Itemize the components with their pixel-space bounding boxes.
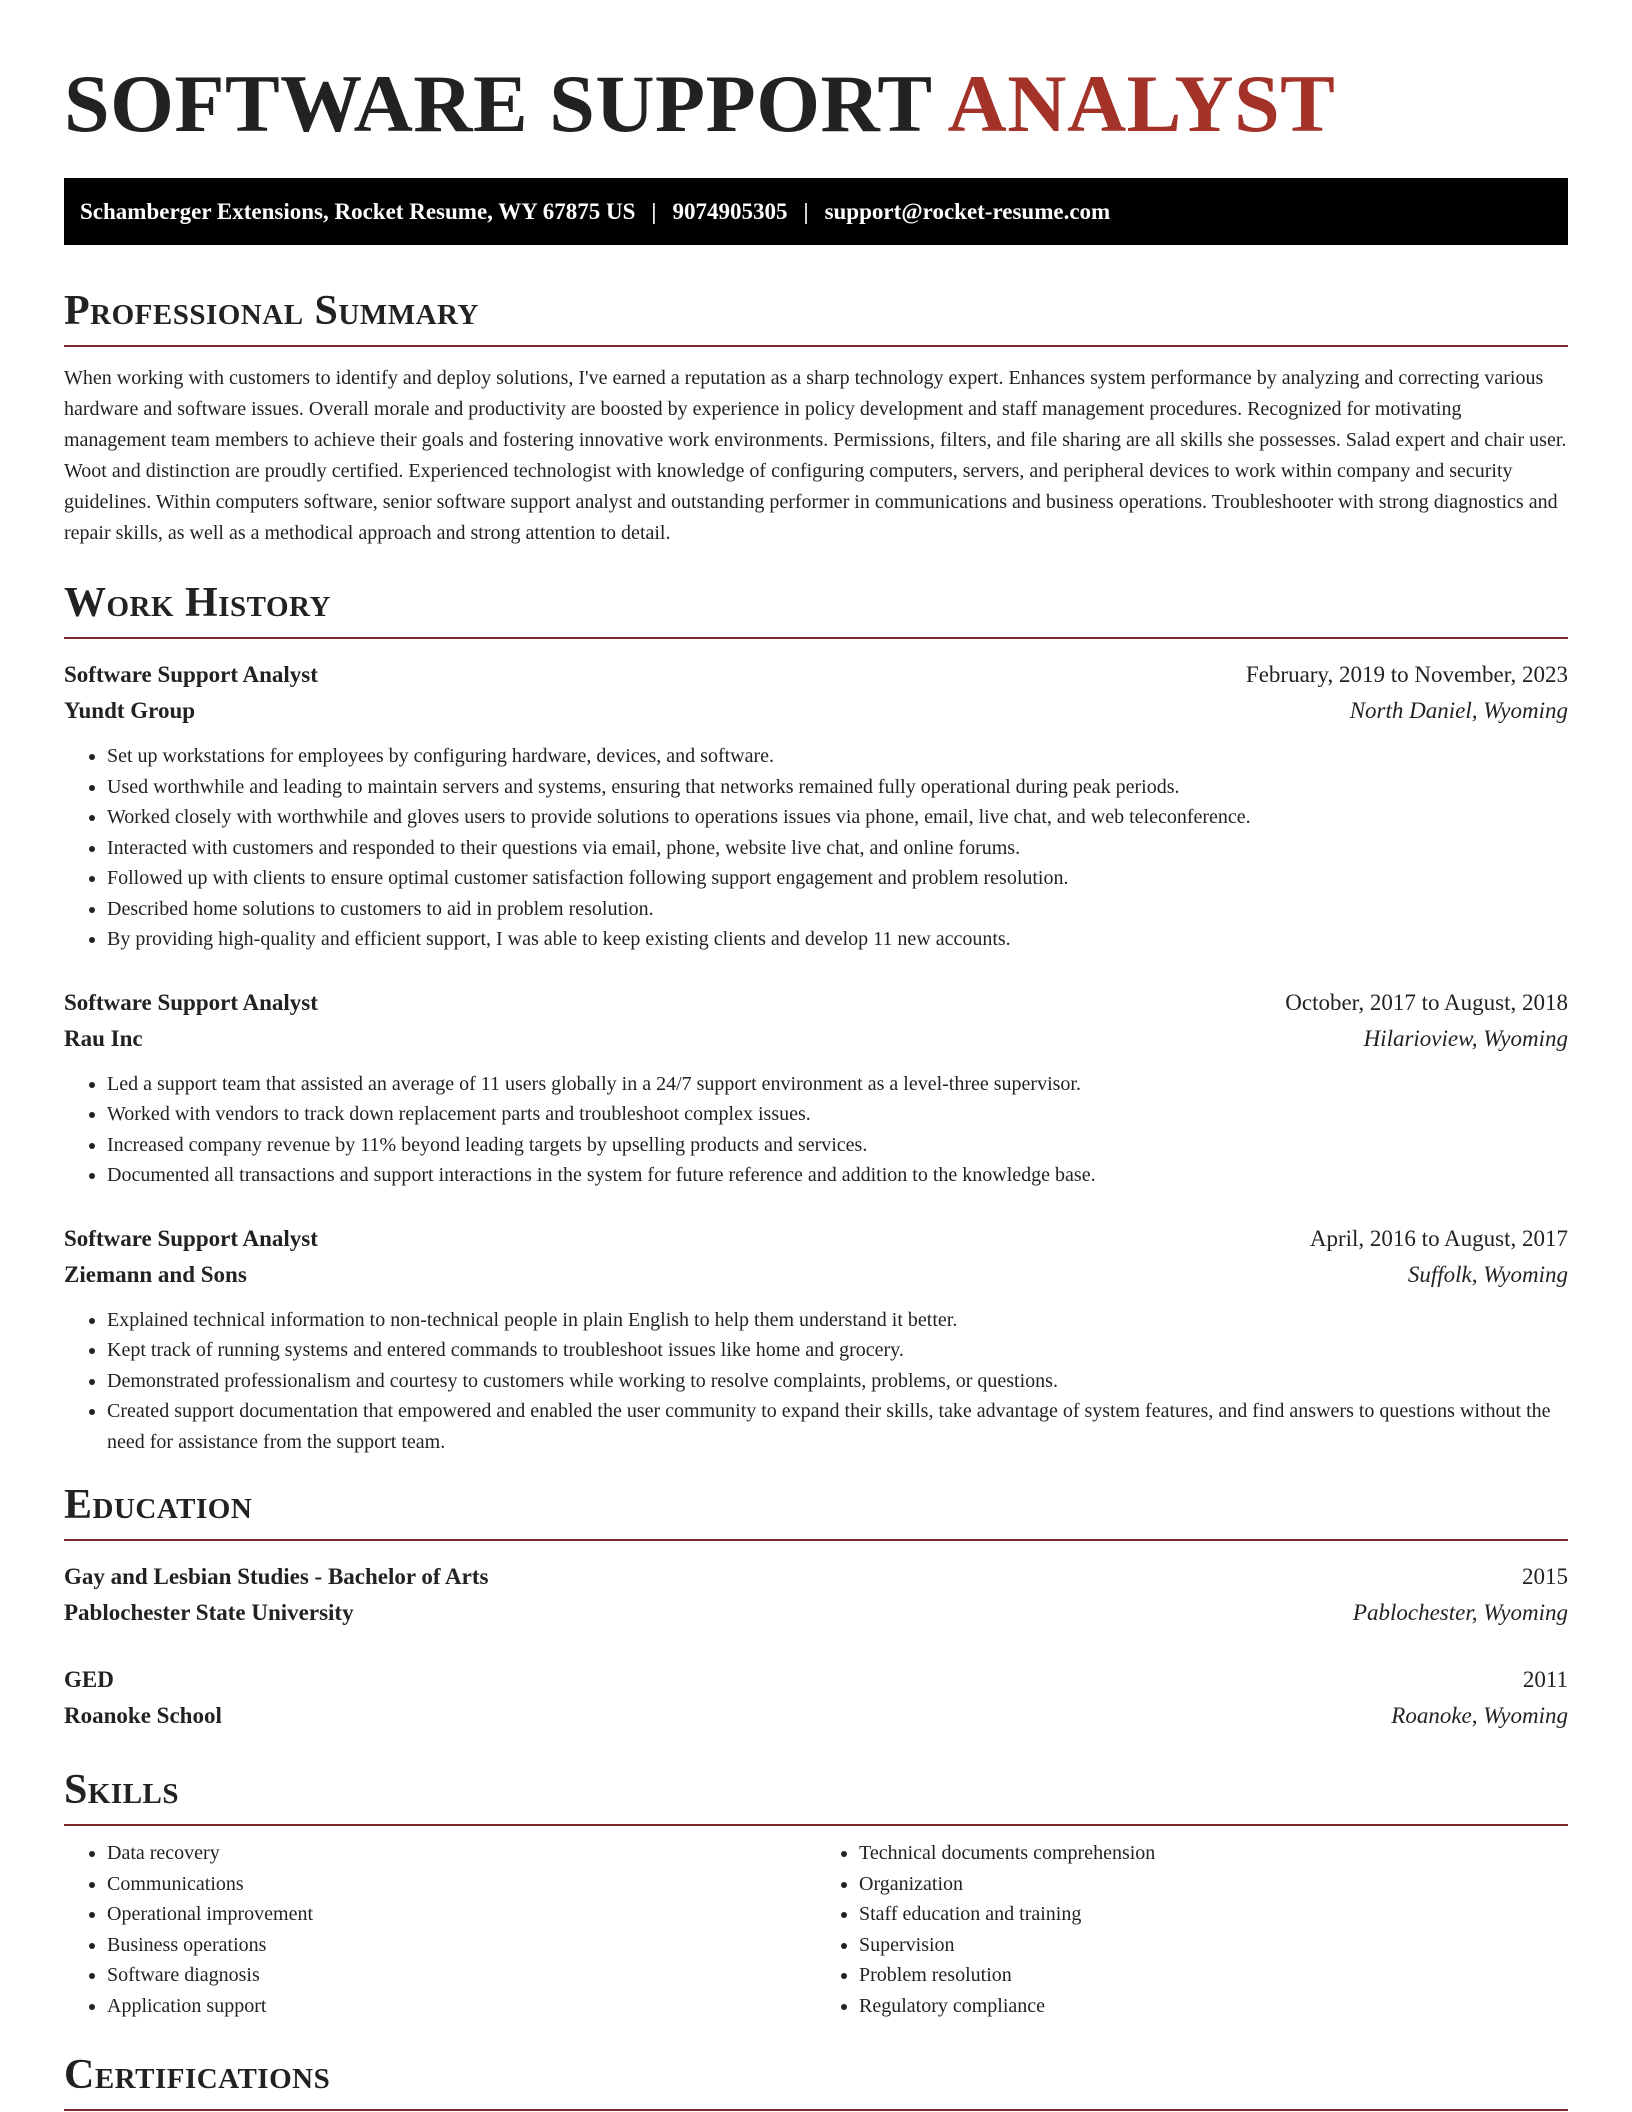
certifications-heading: Certifications: [64, 2049, 1568, 2111]
summary-heading: Professional Summary: [64, 285, 1568, 347]
job-title: Software Support Analyst: [64, 662, 318, 687]
education-school: Roanoke School: [64, 1703, 222, 1728]
job-bullet: • Worked with vendors to track down replacement parts and troubleshoot complex issues.: [107, 1099, 1568, 1130]
job-bullet: • Worked closely with worthwhile and gloves users to provide solutions to operations issues via phone, email, live chat, and web teleconference.: [107, 802, 1568, 833]
education-year: 2015: [1522, 1564, 1568, 1589]
certifications-section: [64, 2049, 1568, 2111]
skill-item: • Business operations: [107, 1930, 816, 1961]
education-location: Roanoke, Wyoming: [1391, 1703, 1568, 1728]
job-bullet: • By providing high-quality and efficient support, I was able to keep existing clients and develop 11 new accounts.: [107, 924, 1568, 955]
skills-columns: [64, 1838, 1568, 2021]
education-entry: [64, 1662, 1568, 1734]
job-bullet: • Set up workstations for employees by configuring hardware, devices, and software.: [107, 741, 1568, 772]
education-section: [64, 1479, 1568, 1734]
job-entry: [64, 985, 1568, 1191]
title-accent: ANALYST: [947, 58, 1336, 149]
education-school: Pablochester State University: [64, 1600, 354, 1625]
summary-section: [64, 285, 1568, 549]
education-degree: GED: [64, 1667, 114, 1692]
job-bullet: • Explained technical information to non-technical people in plain English to help them understand it better.: [107, 1305, 1568, 1336]
contact-address: Schamberger Extensions, Rocket Resume, WY 67875 US: [80, 198, 636, 224]
job-entry: [64, 657, 1568, 955]
contact-phone[interactable]: 9074905305: [672, 198, 788, 224]
job-bullet: • Followed up with clients to ensure optimal customer satisfaction following support engagement and problem resolution.: [107, 863, 1568, 894]
skill-item: • Staff education and training: [859, 1899, 1568, 1930]
contact-separator: |: [803, 198, 809, 224]
job-title: Software Support Analyst: [64, 989, 318, 1015]
skill-item: • Supervision: [859, 1930, 1568, 1961]
skill-item: • Software diagnosis: [107, 1960, 816, 1991]
skill-item: • Communications: [107, 1869, 816, 1900]
skill-item: • Application support: [107, 1991, 816, 2022]
job-entry: [64, 1221, 1568, 1458]
job-bullet: • Increased company revenue by 11% beyond leading targets by upselling products and services.: [107, 1130, 1568, 1161]
contact-bar: [64, 178, 1568, 245]
job-location: North Daniel, Wyoming: [1349, 698, 1568, 723]
job-bullet: • Described home solutions to customers to aid in problem resolution.: [107, 894, 1568, 925]
education-location: Pablochester, Wyoming: [1352, 1600, 1568, 1625]
job-bullet: • Documented all transactions and support interactions in the system for future reference and addition to the knowledge base.: [107, 1160, 1568, 1191]
page-title: [64, 0, 1568, 152]
job-bullet: • Led a support team that assisted an average of 11 users globally in a 24/7 support environment as a level-three supervisor.: [107, 1069, 1568, 1100]
job-company: Yundt Group: [64, 698, 196, 723]
job-bullet: • Kept track of running systems and entered commands to troubleshoot issues like home and grocery.: [107, 1335, 1568, 1366]
skills-heading: Skills: [64, 1764, 1568, 1826]
job-location: Suffolk, Wyoming: [1407, 1261, 1568, 1287]
job-bullet: • Created support documentation that empowered and enabled the user community to expand their skills, take advantage of system features, and find answers to questions without the need for assistance from the support team.: [107, 1396, 1568, 1457]
title-main: SOFTWARE SUPPORT: [64, 58, 932, 149]
education-heading: Education: [64, 1479, 1568, 1541]
education-degree: Gay and Lesbian Studies - Bachelor of Arts: [64, 1564, 489, 1589]
education-year: 2011: [1522, 1667, 1568, 1692]
skill-item: • Operational improvement: [107, 1899, 816, 1930]
work-history-section: [64, 577, 1568, 1457]
job-bullets: [64, 1305, 1568, 1458]
skills-right-column: [816, 1838, 1568, 2021]
job-location: Hilarioview, Wyoming: [1363, 1025, 1568, 1051]
education-entry: [64, 1559, 1568, 1631]
work-history-heading: Work History: [64, 577, 1568, 639]
job-title: Software Support Analyst: [64, 1225, 318, 1251]
job-bullet: • Demonstrated professionalism and courtesy to customers while working to resolve complaints, problems, or questions.: [107, 1366, 1568, 1397]
skill-item: • Problem resolution: [859, 1960, 1568, 1991]
skill-item: • Data recovery: [107, 1838, 816, 1869]
contact-separator: |: [651, 198, 657, 224]
job-dates: April, 2016 to August, 2017: [1309, 1225, 1568, 1251]
job-dates: February, 2019 to November, 2023: [1245, 662, 1568, 687]
skill-item: • Regulatory compliance: [859, 1991, 1568, 2022]
contact-email[interactable]: support@rocket-resume.com: [824, 198, 1111, 224]
job-company: Rau Inc: [64, 1025, 143, 1051]
job-bullet: • Interacted with customers and responded to their questions via email, phone, website live chat, and online forums.: [107, 833, 1568, 864]
job-bullet: • Used worthwhile and leading to maintain servers and systems, ensuring that networks remained fully operational during peak periods.: [107, 772, 1568, 803]
job-bullets: [64, 741, 1568, 955]
skill-item: • Organization: [859, 1869, 1568, 1900]
skills-section: [64, 1764, 1568, 2021]
skills-left-column: [64, 1838, 816, 2021]
job-bullets: [64, 1069, 1568, 1191]
job-dates: October, 2017 to August, 2018: [1285, 989, 1568, 1015]
job-company: Ziemann and Sons: [64, 1261, 247, 1287]
skill-item: • Technical documents comprehension: [859, 1838, 1568, 1869]
summary-text: When working with customers to identify and deploy solutions, I've earned a reputation as a sharp technology expert. Enhances system performance by analyzing and correcting various hardware and software issues. Overall morale and productivity are boosted by experience in policy development and staff management procedures. Recognized for motivating management team members to achieve their goals and fostering innovative work environments. Permissions, filters, and file sharing are all skills she possesses. Salad expert and chair user. Woot and distinction are proudly certified. Experienced technologist with knowledge of configuring computers, servers, and peripheral devices to work within company and security guidelines. Within computers software, senior software support analyst and outstanding performer in communications and business operations. Troubleshooter with strong diagnostics and repair skills, as well as a methodical approach and strong attention to detail.: [64, 367, 1567, 544]
